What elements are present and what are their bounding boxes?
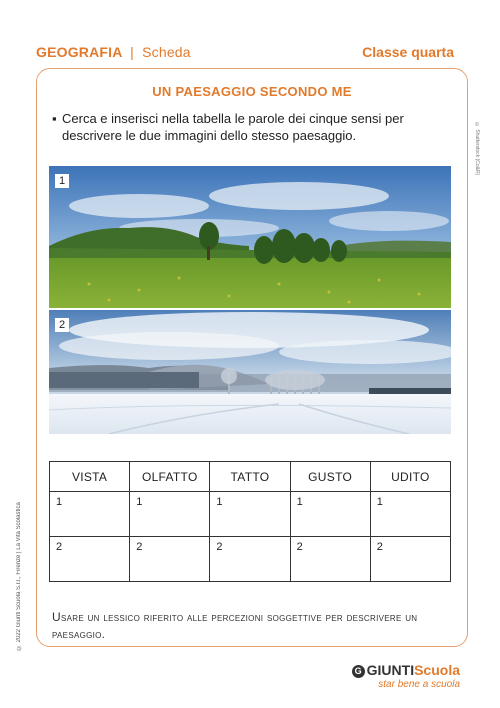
winter-landscape-image (49, 310, 451, 434)
table-row (50, 537, 451, 582)
senses-table (49, 461, 451, 582)
table-cell[interactable]: 1 (210, 492, 290, 537)
usage-note: Usare un lessico riferito alle percezioni soggettive per descrivere un paesaggio. (52, 610, 418, 641)
page-header (36, 44, 454, 66)
summer-landscape-image (49, 166, 451, 308)
header-tatto: TATTO (210, 462, 290, 492)
table-cell[interactable]: 2 (50, 537, 130, 582)
table-cell[interactable]: 1 (290, 492, 370, 537)
table-cell[interactable]: 1 (130, 492, 210, 537)
sheet-title: UN PAESAGGIO SECONDO ME (152, 84, 352, 99)
logo-wordmark (352, 662, 460, 678)
table-cell[interactable]: 1 (50, 492, 130, 537)
header-subject-group (36, 44, 191, 60)
table-cell[interactable]: 2 (210, 537, 290, 582)
table-cell[interactable]: 2 (290, 537, 370, 582)
bullet-icon: ▪ (52, 111, 57, 126)
header-separator: | (130, 44, 134, 60)
photo-number-1: 1 (55, 174, 69, 188)
header-vista: VISTA (50, 462, 130, 492)
photo-number-2: 2 (55, 318, 69, 332)
photo-winter-snow (49, 310, 451, 434)
table-cell[interactable]: 1 (370, 492, 450, 537)
table-cell[interactable]: 2 (370, 537, 450, 582)
header-gusto: GUSTO (290, 462, 370, 492)
giunti-g-icon: G (352, 665, 365, 678)
header-subject: GEOGRAFIA (36, 44, 123, 60)
logo-brand-accent: Scuola (414, 662, 460, 678)
header-olfatto: OLFATTO (130, 462, 210, 492)
table-cell[interactable]: 2 (130, 537, 210, 582)
copyright: © 2022 Giunti Scuola S.r.l., Firenze | La Vita Scolastica (16, 502, 22, 650)
header-type: Scheda (142, 44, 191, 60)
header-grade: Classe quarta (362, 44, 454, 60)
logo-tagline: star bene a scuola (378, 679, 460, 690)
photo-credit: © Shutterstock (Co&R) (474, 122, 480, 176)
logo-brand: GIUNTI (366, 662, 415, 678)
header-udito: UDITO (370, 462, 450, 492)
instruction-text: Cerca e inserisci nella tabella le parole dei cinque sensi per descrivere le due immagini dello stesso paesaggio. (62, 111, 404, 143)
publisher-logo (340, 662, 460, 692)
instruction (52, 110, 452, 144)
table-header-row (50, 462, 451, 492)
table-row (50, 492, 451, 537)
photo-summer-meadow (49, 166, 451, 308)
